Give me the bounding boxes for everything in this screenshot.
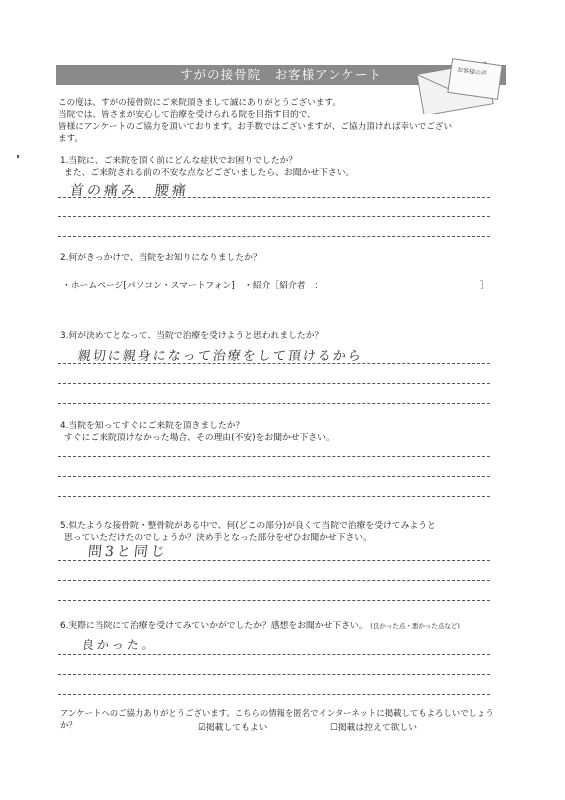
question-4-text: 4.当院を知ってすぐにご来院を頂きましたか？	[60, 421, 245, 431]
answer-line	[58, 383, 490, 384]
question-4	[60, 420, 500, 444]
consent-yes-checkbox[interactable]: ☑掲載してもよい	[198, 723, 268, 733]
answer-line	[58, 216, 490, 217]
answer-line	[58, 654, 490, 655]
question-5-subtext: 思っていただけたのでしょうか？決め手となった部分をぜひお聞かせ下さい。	[64, 533, 372, 543]
question-1	[60, 155, 500, 179]
answer-line	[58, 600, 490, 601]
question-4-subtext: すぐにご来院頂けなかった場合、その理由(不安)をお聞かせ下さい。	[64, 433, 335, 443]
question-1-text: 1.当院に、ご来院を頂く前にどんな症状でお困りでしたか？	[60, 156, 298, 166]
answer-line	[58, 580, 490, 581]
intro-line: 当院では、皆さまが安心して治療を受けられる院を目指す目的で、	[58, 110, 316, 120]
answer-line	[58, 363, 490, 364]
question-1-subtext: また、ご来院される前の不安な点などございましたら、お聞かせ下さい。	[64, 168, 355, 178]
consent-question: アンケートへのご協力ありがとうございます。こちらの情報を匿名でインターネットに掲載してもよろしいでしょうか？	[60, 708, 494, 730]
intro-line: ます。	[58, 134, 84, 144]
answer-line	[58, 456, 490, 457]
answer-line	[58, 496, 490, 497]
answer-line	[58, 674, 490, 675]
answer-1: 首の痛み 腰痛	[69, 183, 190, 199]
answer-5: 問3と同じ	[87, 544, 169, 560]
intro-text	[58, 97, 498, 145]
intro-line: 皆様にアンケートのご協力を頂いております。お手数ではございますが、ご協力頂ければ幸いでござい	[58, 122, 453, 132]
question-2-text: 2.何がきっかけで、当院をお知りになりましたか？	[60, 253, 262, 263]
answer-line	[58, 236, 490, 237]
answer-3: 親切に親身になって治療をして頂けるから	[77, 349, 364, 364]
envelope-label: お客様の声	[456, 66, 488, 78]
question-3-text: 3.何が決めてとなって、当院で治療を受けようと思われましたか？	[60, 331, 324, 341]
question-5-text: 5.似たような接骨院・整骨院がある中で、何(どこの部分)が良くて当院で治療を受けてみようと	[60, 521, 436, 531]
answer-line	[58, 197, 490, 198]
answer-line	[58, 403, 490, 404]
survey-title: すがの接骨院 お客様アンケート	[56, 65, 506, 85]
scan-speck	[17, 155, 19, 158]
answer-6: 良かった。	[81, 638, 158, 652]
question-6-text: 6.実際に当院にて治療を受けてみていかがでしたか？感想をお聞かせ下さい。	[60, 621, 368, 631]
answer-line	[58, 476, 490, 477]
intro-line: この度は、すがの接骨院にご来院頂きまして誠にありがとうございます。	[58, 98, 341, 108]
option-referral: ・紹介［紹介者 ：	[244, 281, 324, 291]
answer-line	[58, 694, 490, 695]
option-referral-bracket: ］	[480, 281, 489, 291]
question-6	[60, 620, 500, 632]
option-homepage: ・ホームページ[パソコン・スマートフォン]	[62, 281, 235, 291]
question-6-note: (良かった点・悪かった点など)	[370, 622, 460, 630]
answer-line	[58, 560, 490, 561]
consent-no-checkbox[interactable]: ☐掲載は控えて欲しい	[330, 723, 418, 733]
